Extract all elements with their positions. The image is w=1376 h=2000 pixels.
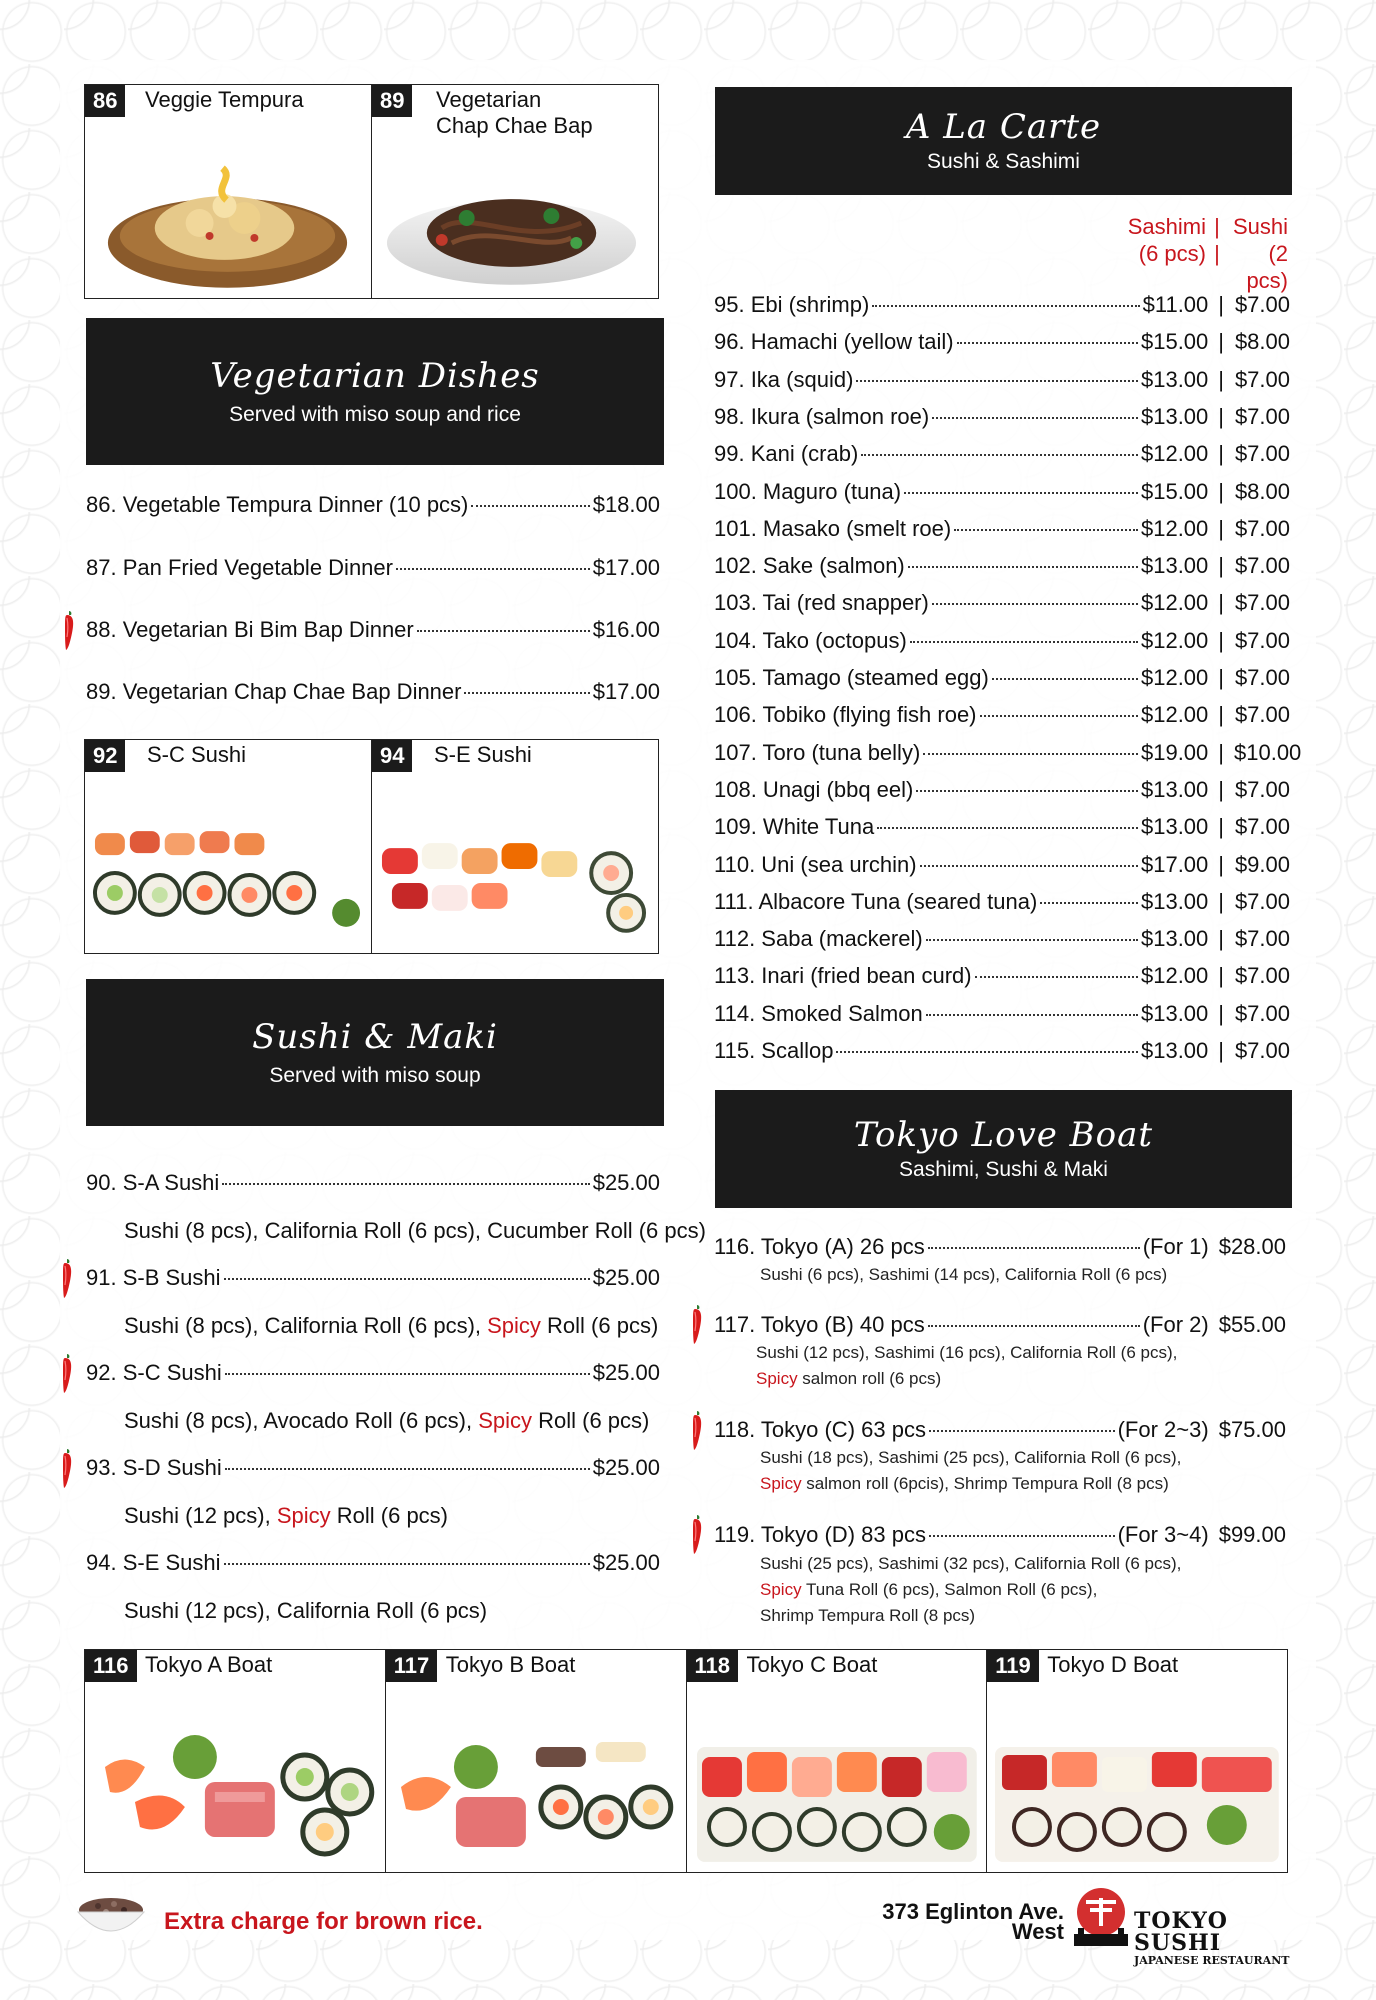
section-subtitle: Served with miso soup and rice — [229, 402, 521, 426]
item-description — [124, 1502, 448, 1530]
sashimi-price: $12.00 — [1140, 515, 1209, 541]
section-subtitle: Sashimi, Sushi & Maki — [899, 1158, 1108, 1181]
item-price: $25.00 — [592, 1265, 660, 1290]
item-price: $99.00 — [1218, 1522, 1286, 1547]
leader-dots — [471, 505, 589, 507]
a-la-carte-item — [714, 888, 1290, 916]
a-la-carte-item — [714, 925, 1290, 953]
photo-label: Tokyo C Boat — [746, 1652, 878, 1677]
item-description — [760, 1471, 1169, 1497]
item-description — [756, 1366, 941, 1392]
sashimi-price: $13.00 — [1140, 1038, 1209, 1063]
item-name: 101. Masako (smelt roe) — [714, 515, 952, 541]
leader-dots — [980, 715, 1138, 717]
address-line2: West — [1011, 1919, 1064, 1944]
photo-panel-top — [84, 84, 659, 299]
photo-label: Tokyo A Boat — [145, 1652, 273, 1677]
sashimi-price: $13.00 — [1140, 403, 1209, 429]
sashimi-price: $13.00 — [1140, 366, 1209, 392]
s-c-sushi-image — [85, 803, 371, 953]
column-separator — [1208, 213, 1226, 267]
item-name: 93. S-D Sushi — [86, 1455, 222, 1480]
item-price: $18.00 — [592, 492, 660, 517]
leader-dots — [861, 454, 1138, 456]
sushi-price: $10.00 — [1234, 739, 1302, 765]
sushi-price: $7.00 — [1234, 1000, 1290, 1026]
photo-number: 94 — [372, 740, 412, 772]
leader-dots — [928, 1247, 1140, 1249]
a-la-carte-item — [714, 291, 1290, 319]
photo-label: Tokyo D Boat — [1047, 1652, 1179, 1677]
item-description — [124, 1312, 658, 1340]
photo-label: Tokyo B Boat — [445, 1652, 576, 1677]
spicy-text: Spicy — [760, 1580, 802, 1599]
item-price: $28.00 — [1218, 1234, 1286, 1259]
photo-number: 89 — [372, 85, 412, 117]
item-price: $16.00 — [592, 617, 660, 642]
photo-s-c-sushi — [85, 740, 372, 953]
photo-label: S-C Sushi — [147, 742, 247, 767]
photo-number: 116 — [85, 1650, 137, 1682]
leader-dots — [224, 1563, 590, 1565]
leader-dots — [923, 753, 1138, 755]
price-separator: | — [1218, 366, 1224, 392]
tokyo-sushi-logo-icon — [1068, 1884, 1134, 1950]
menu-item — [86, 1454, 660, 1482]
price-separator: | — [1218, 329, 1224, 355]
item-name: 111. Albacore Tuna (seared tuna) — [714, 888, 1038, 914]
a-la-carte-item — [714, 701, 1290, 729]
leader-dots — [932, 417, 1138, 419]
photo-number: 118 — [687, 1650, 739, 1682]
photo-label — [436, 87, 593, 139]
item-serves: (For 2~3) — [1117, 1417, 1209, 1442]
price-separator: | — [1218, 963, 1224, 989]
tokyo-c-boat-image — [687, 1697, 987, 1872]
spicy-text: Spicy — [487, 1313, 541, 1338]
photo-tokyo-d-boat — [987, 1650, 1287, 1872]
item-name: 116. Tokyo (A) 26 pcs — [714, 1234, 925, 1259]
boat-item — [714, 1521, 1286, 1549]
tokyo-love-boat-banner — [715, 1090, 1292, 1208]
leader-dots — [926, 1014, 1138, 1016]
leader-dots — [836, 1051, 1138, 1053]
chili-pepper-icon — [60, 1352, 74, 1394]
leader-dots — [932, 603, 1138, 605]
price-separator: | — [1218, 888, 1224, 914]
item-name: 102. Sake (salmon) — [714, 553, 905, 579]
a-la-carte-item — [714, 366, 1290, 394]
brand-subtitle: JAPANESE RESTAURANT — [1134, 1954, 1290, 1967]
restaurant-address — [836, 1899, 1064, 1944]
brown-rice-bowl-icon — [72, 1888, 150, 1944]
price-separator: | — [1218, 814, 1224, 840]
sushi-price: $9.00 — [1234, 851, 1290, 877]
desc-text: Roll (6 pcs) — [540, 1313, 659, 1338]
item-name: 106. Tobiko (flying fish roe) — [714, 702, 977, 728]
desc-text: Sushi (8 pcs), Avocado Roll (6 pcs), — [124, 1408, 479, 1433]
sashimi-price: $12.00 — [1140, 665, 1209, 690]
a-la-carte-item — [714, 515, 1290, 543]
sushi-price: $7.00 — [1234, 515, 1290, 541]
photo-label: Veggie Tempura — [145, 87, 304, 112]
s-e-sushi-image — [372, 803, 658, 953]
sushi-price: $7.00 — [1234, 665, 1290, 690]
veggie-tempura-image — [85, 148, 371, 298]
sashimi-price: $12.00 — [1140, 963, 1209, 989]
item-name: 90. S-A Sushi — [86, 1170, 220, 1195]
leader-dots — [222, 1183, 589, 1185]
leader-dots — [1040, 902, 1138, 904]
sashimi-price: $13.00 — [1140, 553, 1209, 579]
item-name: 92. S-C Sushi — [86, 1360, 222, 1385]
price-separator: | — [1218, 515, 1224, 541]
sashimi-price: $13.00 — [1140, 776, 1209, 802]
sashimi-price: $13.00 — [1140, 926, 1209, 952]
leader-dots — [872, 305, 1139, 307]
a-la-carte-item — [714, 478, 1290, 506]
restaurant-brand — [1134, 1910, 1304, 1968]
a-la-carte-item — [714, 739, 1302, 767]
separator-bar: | — [1214, 241, 1220, 266]
menu-item — [86, 678, 660, 706]
section-subtitle: Served with miso soup — [269, 1063, 481, 1087]
section-title: A La Carte — [905, 107, 1102, 147]
item-name: 89. Vegetarian Chap Chae Bap Dinner — [86, 679, 462, 704]
sushi-price: $7.00 — [1234, 963, 1290, 989]
column-header-label: Sashimi — [1127, 214, 1206, 239]
sashimi-column-header — [1120, 213, 1206, 267]
photo-panel-mid — [84, 739, 659, 954]
item-price: $17.00 — [592, 679, 660, 704]
leader-dots — [908, 566, 1138, 568]
sashimi-price: $17.00 — [1140, 851, 1209, 877]
sushi-price: $7.00 — [1234, 627, 1290, 653]
section-title: Tokyo Love Boat — [853, 1115, 1154, 1155]
photo-number: 92 — [85, 740, 125, 772]
leader-dots — [929, 1535, 1115, 1537]
sushi-price: $7.00 — [1234, 814, 1290, 840]
leader-dots — [992, 678, 1138, 680]
price-separator: | — [1218, 553, 1224, 579]
tokyo-a-boat-image — [85, 1697, 385, 1872]
item-description: Sushi (12 pcs), California Roll (6 pcs) — [124, 1598, 488, 1623]
item-name: 100. Maguro (tuna) — [714, 478, 902, 504]
sushi-price: $7.00 — [1234, 776, 1290, 802]
photo-panel-bottom — [84, 1649, 1288, 1873]
chili-pepper-icon — [690, 1303, 704, 1345]
desc-text: salmon roll (6pcis), Shrimp Tempura Roll (8 pcs) — [801, 1474, 1169, 1493]
item-price: $75.00 — [1218, 1417, 1286, 1442]
leader-dots — [926, 939, 1138, 941]
section-title: Vegetarian Dishes — [210, 355, 540, 396]
price-separator: | — [1218, 1038, 1224, 1063]
price-separator: | — [1218, 478, 1224, 504]
item-serves: (For 2) — [1142, 1312, 1209, 1337]
menu-item — [86, 616, 660, 644]
a-la-carte-item — [714, 813, 1290, 841]
desc-text: Roll (6 pcs) — [330, 1503, 448, 1528]
desc-text: Sushi (12 pcs), — [124, 1503, 277, 1528]
item-description: Sushi (25 pcs), Sashimi (32 pcs), California Roll (6 pcs), — [760, 1554, 1182, 1573]
leader-dots — [928, 1325, 1140, 1327]
leader-dots — [225, 1373, 590, 1375]
boat-item — [714, 1416, 1286, 1444]
item-price: $25.00 — [592, 1550, 660, 1575]
item-serves: (For 3~4) — [1117, 1522, 1209, 1547]
sushi-maki-banner — [86, 979, 664, 1126]
sushi-price: $7.00 — [1234, 553, 1290, 579]
item-description: Sushi (18 pcs), Sashimi (25 pcs), California Roll (6 pcs), — [760, 1448, 1182, 1467]
item-name: 103. Tai (red snapper) — [714, 590, 929, 616]
leader-dots — [904, 492, 1138, 494]
price-separator: | — [1218, 590, 1224, 616]
a-la-carte-item — [714, 962, 1290, 990]
item-name: 99. Kani (crab) — [714, 441, 859, 467]
a-la-carte-item — [714, 627, 1290, 655]
item-name: 91. S-B Sushi — [86, 1265, 221, 1290]
photo-label-line1: Vegetarian — [436, 87, 542, 112]
column-header-label: Sushi — [1232, 214, 1288, 239]
brand-name: TOKYO SUSHI — [1134, 1908, 1228, 1956]
photo-number: 117 — [386, 1650, 438, 1682]
item-name: 87. Pan Fried Vegetable Dinner — [86, 555, 393, 580]
item-name: 114. Smoked Salmon — [714, 1000, 923, 1026]
desc-text: salmon roll (6 pcs) — [797, 1369, 942, 1388]
price-separator: | — [1218, 292, 1224, 317]
leader-dots — [975, 976, 1138, 978]
photo-number: 119 — [987, 1650, 1039, 1682]
a-la-carte-item — [714, 552, 1290, 580]
sashimi-price: $12.00 — [1140, 441, 1209, 467]
sushi-price: $7.00 — [1234, 292, 1290, 317]
leader-dots — [954, 529, 1138, 531]
price-separator: | — [1218, 702, 1224, 728]
section-subtitle: Sushi & Sashimi — [927, 150, 1080, 173]
spicy-text: Spicy — [760, 1474, 802, 1493]
photo-s-e-sushi — [372, 740, 658, 953]
leader-dots — [929, 1430, 1115, 1432]
menu-item — [86, 1264, 660, 1292]
item-description: Sushi (6 pcs), Sashimi (14 pcs), California Roll (6 pcs) — [760, 1265, 1168, 1284]
a-la-carte-item — [714, 1037, 1290, 1065]
item-name: 97. Ika (squid) — [714, 366, 854, 392]
item-name: 104. Tako (octopus) — [714, 627, 907, 653]
menu-item — [86, 491, 660, 519]
a-la-carte-item — [714, 1000, 1290, 1028]
item-description: Shrimp Tempura Roll (8 pcs) — [760, 1606, 976, 1625]
sushi-price: $7.00 — [1234, 888, 1290, 914]
sashimi-price: $13.00 — [1140, 1000, 1209, 1026]
item-name: 108. Unagi (bbq eel) — [714, 776, 914, 802]
desc-text: Roll (6 pcs) — [532, 1408, 650, 1433]
item-name: 86. Vegetable Tempura Dinner (10 pcs) — [86, 492, 469, 517]
item-name: 105. Tamago (steamed egg) — [714, 665, 989, 690]
sushi-price: $7.00 — [1234, 441, 1290, 467]
item-price: $25.00 — [592, 1170, 660, 1195]
chili-pepper-icon — [60, 1257, 74, 1299]
leader-dots — [877, 827, 1138, 829]
a-la-carte-item — [714, 440, 1290, 468]
item-name: 117. Tokyo (B) 40 pcs — [714, 1312, 925, 1337]
chap-chae-bap-image — [372, 148, 658, 298]
item-name: 112. Saba (mackerel) — [714, 926, 923, 952]
leader-dots — [464, 692, 589, 694]
photo-tokyo-a-boat — [85, 1650, 386, 1872]
a-la-carte-item — [714, 328, 1290, 356]
price-separator: | — [1218, 739, 1224, 765]
chili-pepper-icon — [62, 609, 76, 651]
price-separator: | — [1218, 665, 1224, 690]
address-line1: 373 Eglinton Ave. — [882, 1899, 1064, 1924]
spicy-text: Spicy — [276, 1503, 331, 1528]
price-separator: | — [1218, 776, 1224, 802]
sashimi-price: $15.00 — [1140, 329, 1209, 355]
chili-pepper-icon — [60, 1447, 74, 1489]
sushi-price: $7.00 — [1234, 590, 1290, 616]
item-name: 109. White Tuna — [714, 814, 875, 840]
a-la-carte-item — [714, 589, 1290, 617]
boat-item — [714, 1311, 1286, 1339]
price-separator: | — [1218, 627, 1224, 653]
price-separator: | — [1218, 851, 1224, 877]
sashimi-price: $19.00 — [1140, 739, 1209, 765]
sushi-price: $7.00 — [1234, 926, 1290, 952]
leader-dots — [224, 1278, 590, 1280]
item-description — [760, 1577, 1097, 1603]
item-name: 96. Hamachi (yellow tail) — [714, 329, 954, 355]
leader-dots — [225, 1468, 590, 1470]
menu-item — [86, 1359, 660, 1387]
menu-item — [86, 1169, 660, 1197]
desc-text: Sushi (8 pcs), California Roll (6 pcs), — [124, 1313, 488, 1338]
chili-pepper-icon — [690, 1409, 704, 1451]
sashimi-price: $15.00 — [1140, 478, 1209, 504]
photo-label-line2: Chap Chae Bap — [436, 113, 593, 138]
item-name: 118. Tokyo (C) 63 pcs — [714, 1417, 926, 1442]
leader-dots — [396, 568, 590, 570]
item-name: 98. Ikura (salmon roe) — [714, 403, 930, 429]
tokyo-b-boat-image — [386, 1697, 686, 1872]
item-name: 94. S-E Sushi — [86, 1550, 221, 1575]
item-description: Sushi (8 pcs), California Roll (6 pcs), Cucumber Roll (6 pcs) — [124, 1218, 706, 1243]
spicy-text: Spicy — [478, 1408, 532, 1433]
price-separator: | — [1218, 1000, 1224, 1026]
column-header-pieces: (2 pcs) — [1246, 241, 1288, 293]
sushi-price: $7.00 — [1234, 1038, 1290, 1063]
sashimi-price: $12.00 — [1140, 627, 1209, 653]
a-la-carte-item — [714, 851, 1290, 879]
item-description: Sushi (12 pcs), Sashimi (16 pcs), California Roll (6 pcs), — [756, 1343, 1178, 1362]
sushi-price: $8.00 — [1234, 478, 1290, 504]
a-la-carte-banner — [715, 87, 1292, 195]
leader-dots — [856, 380, 1138, 382]
photo-number: 86 — [85, 85, 125, 117]
sushi-column-header — [1226, 213, 1288, 294]
separator-bar: | — [1214, 214, 1220, 239]
item-name: 107. Toro (tuna belly) — [714, 739, 921, 765]
spicy-text: Spicy — [756, 1369, 798, 1388]
photo-veggie-tempura — [85, 85, 372, 298]
photo-tokyo-c-boat — [687, 1650, 988, 1872]
leader-dots — [920, 865, 1138, 867]
a-la-carte-item — [714, 664, 1290, 692]
sashimi-price: $11.00 — [1142, 292, 1209, 317]
leader-dots — [957, 342, 1138, 344]
price-separator: | — [1218, 926, 1224, 952]
price-separator: | — [1218, 403, 1224, 429]
sashimi-price: $12.00 — [1140, 702, 1209, 728]
item-name: 95. Ebi (shrimp) — [714, 292, 870, 317]
item-name: 119. Tokyo (D) 83 pcs — [714, 1522, 926, 1547]
brown-rice-notice: Extra charge for brown rice. — [164, 1908, 483, 1935]
vegetarian-dishes-banner — [86, 318, 664, 465]
photo-label: S-E Sushi — [434, 742, 532, 767]
sushi-price: $8.00 — [1234, 329, 1290, 355]
menu-item — [86, 554, 660, 582]
photo-tokyo-b-boat — [386, 1650, 687, 1872]
chili-pepper-icon — [690, 1513, 704, 1555]
price-separator: | — [1218, 441, 1224, 467]
item-price: $17.00 — [592, 555, 660, 580]
a-la-carte-item — [714, 403, 1290, 431]
item-serves: (For 1) — [1142, 1234, 1209, 1259]
section-title: Sushi & Maki — [252, 1016, 498, 1057]
sushi-price: $7.00 — [1234, 702, 1290, 728]
item-price: $55.00 — [1218, 1312, 1286, 1337]
item-description — [124, 1407, 649, 1435]
sashimi-price: $13.00 — [1140, 888, 1209, 914]
item-name: 113. Inari (fried bean curd) — [714, 963, 972, 989]
sashimi-price: $12.00 — [1140, 590, 1209, 616]
leader-dots — [916, 790, 1138, 792]
tokyo-d-boat-image — [987, 1697, 1287, 1872]
menu-item — [86, 1549, 660, 1577]
item-name: 110. Uni (sea urchin) — [714, 851, 917, 877]
sushi-price: $7.00 — [1234, 366, 1290, 392]
item-name: 115. Scallop — [714, 1038, 834, 1063]
item-price: $25.00 — [592, 1360, 660, 1385]
column-header-pieces: (6 pcs) — [1138, 241, 1206, 266]
boat-item — [714, 1233, 1286, 1261]
desc-text: Tuna Roll (6 pcs), Salmon Roll (6 pcs), — [801, 1580, 1098, 1599]
sushi-price: $7.00 — [1234, 403, 1290, 429]
item-name: 88. Vegetarian Bi Bim Bap Dinner — [86, 617, 414, 642]
photo-chap-chae-bap — [372, 85, 658, 298]
item-price: $25.00 — [592, 1455, 660, 1480]
leader-dots — [910, 641, 1138, 643]
sashimi-price: $13.00 — [1140, 814, 1209, 840]
leader-dots — [417, 630, 590, 632]
a-la-carte-item — [714, 776, 1290, 804]
